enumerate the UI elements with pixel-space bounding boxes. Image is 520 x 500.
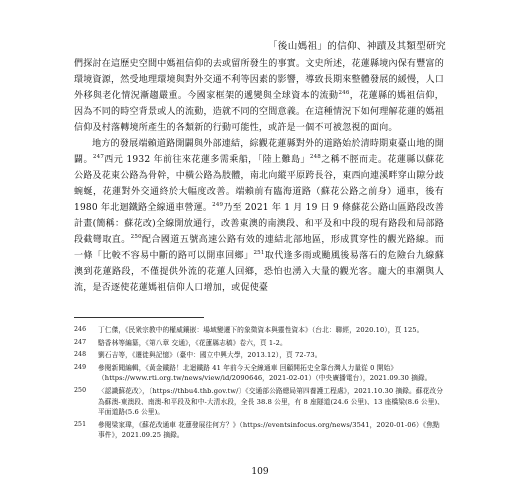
footnote-number: 246 <box>74 326 87 333</box>
footnote-text: 摘錄。 <box>411 374 432 383</box>
footnote-ref-249[interactable]: 249 <box>212 201 224 208</box>
footnote-text: 參閱新聞編輯，《黃金鐵路！北迴鐵路 41 年前今天全線通車 回顧開拓史全靠台灣人力量從 0 開始》（https://www.rti.org.tw/news/view/id/2090646，2021-02-01）（中央廣播電台），2021.09.30 <box>98 363 409 383</box>
footnote-ref-246[interactable]: 246 <box>338 89 350 96</box>
footnote-248 <box>74 350 444 361</box>
p2-text-b: 西元 1932 年前往來花蓮多需乘船，「陸上難島」 <box>104 155 310 165</box>
footnote-ref-251[interactable]: 251 <box>253 249 265 256</box>
footnote-250 <box>74 386 444 418</box>
footnote-number: 247 <box>74 338 87 346</box>
p2-text-a: 地方的發展端賴道路開闢與外部連結，綜觀花蓮縣對外的道路始於清時期東臺山地的開闢。 <box>74 139 444 165</box>
footnote-247 <box>74 338 444 349</box>
footnote-text: 〈認識蘇花改〉，〔https://thbu4.thb.gov.tw/〕《交通部公路總局第四養護工程處》，2021.10.30 <box>98 386 394 395</box>
footnote-text: 駱香林等編纂，《第八章 交通》，《花蓮縣志稿》卷六，頁 1-2。 <box>98 338 287 347</box>
footnotes <box>74 325 444 443</box>
p2-text-e: 配合國道五號高速公路有效的連結北部地區，形成貫穿性的觀光路線。而一條「比較不容易中斷的路可以開車回鄉」 <box>74 235 444 261</box>
p1-text-a: 們探討在這歷史空間中媽祖信仰的去或留所發生的事實。文史所述，花蓮縣境內保有豐富的環境資源，然受地理環境與對外交通不利等因素的影響，導致長期來整體發展的緩慢，人口外移與老化情況漸趨嚴重。今國家框架的遞變與全球資本的流動 <box>74 59 444 101</box>
footnote-ref-250[interactable]: 250 <box>130 233 142 240</box>
footnote-number: 250 <box>74 386 87 394</box>
running-header: 「後山媽祖」的信仰、神蹟及其類型研究 <box>267 41 446 52</box>
p2-text-c: 之稱不脛而走。花蓮縣以蘇花公路及花東公路為骨幹，中橫公路為肢體，南北向縱平原跨長谷，東西向連溪畔穿山隙分歧蜿蜒，花蓮對外交通終於大幅度改善。端賴前有臨海道路（蘇花公路之前身）通車，後有 1980 年北迴鐵路全線通車營運。 <box>74 155 444 213</box>
footnote-divider <box>74 317 204 318</box>
footnote-text: 劉石吉等，《遷徙與記憶》（臺中：國立中興大學，2013.12），頁 72-73。 <box>98 351 322 360</box>
footnote-text: 丁仁傑，《民衆宗教中的權威鑲嵌：場域變遷下的象徵資本與靈性資本》（台北：聯經，2020.10），頁 125。 <box>98 326 424 334</box>
footnote-number: 248 <box>74 351 87 359</box>
footnote-ref-247[interactable]: 247 <box>92 153 105 160</box>
footnote-text: 摘錄。 <box>163 431 184 440</box>
p2-text-d: 乃至 2021 年 1 月 19 日 9 條蘇花公路山區路段改善計畫(簡稱：蘇花改)全線開放通行，改善東澳的南澳段、和平及和中段的現有路段和局部路段截彎取直。 <box>74 203 444 245</box>
paragraph-1 <box>74 56 444 136</box>
footnote-text: 摘錄。蘇花改分為蘇澳-東澳段、南澳-和平段及和中-大清水段，全長 38.8 公里，有 8 座隧道(24.6 公里)、13 座橋梁(8.6 公里)、平面道路(5.6 公里)。 <box>98 386 444 417</box>
p1-text-b: ，花蓮縣的媽祖信仰，因為不同的時空背景或人的流動，造就不同的空間意義。在這種情況下如何理解花蓮的媽祖信仰及村落轉境所產生的各類新的行動可能性，或許是一個不可被忽視的面向。 <box>74 91 444 133</box>
footnote-249 <box>74 363 444 384</box>
paragraph-2 <box>74 136 444 296</box>
footnote-number: 249 <box>74 363 87 371</box>
footnote-246 <box>74 325 444 336</box>
footnote-number: 251 <box>74 420 87 428</box>
body-text <box>74 56 444 296</box>
footnote-251 <box>74 420 444 441</box>
page-number: 109 <box>251 467 269 477</box>
p2-text-f: 取代逢多雨或颱風後易落石的危險台九線蘇澳到花蓮路段，不僅提供外流的花蓮人回鄉，恐怕也湧入大量的觀光客。龐大的車潮與人流，是否逐使花蓮媽祖信仰人口增加，或促使臺 <box>74 251 444 293</box>
footnote-ref-248[interactable]: 248 <box>309 153 321 160</box>
footnote-text: 參閱梁家瑋，《蘇花改通車 花蓮發展往何方？》（https://eventsinfocus.org/news/3541，2020-01-06）《焦點事件》，2021.09.25 <box>98 420 440 440</box>
